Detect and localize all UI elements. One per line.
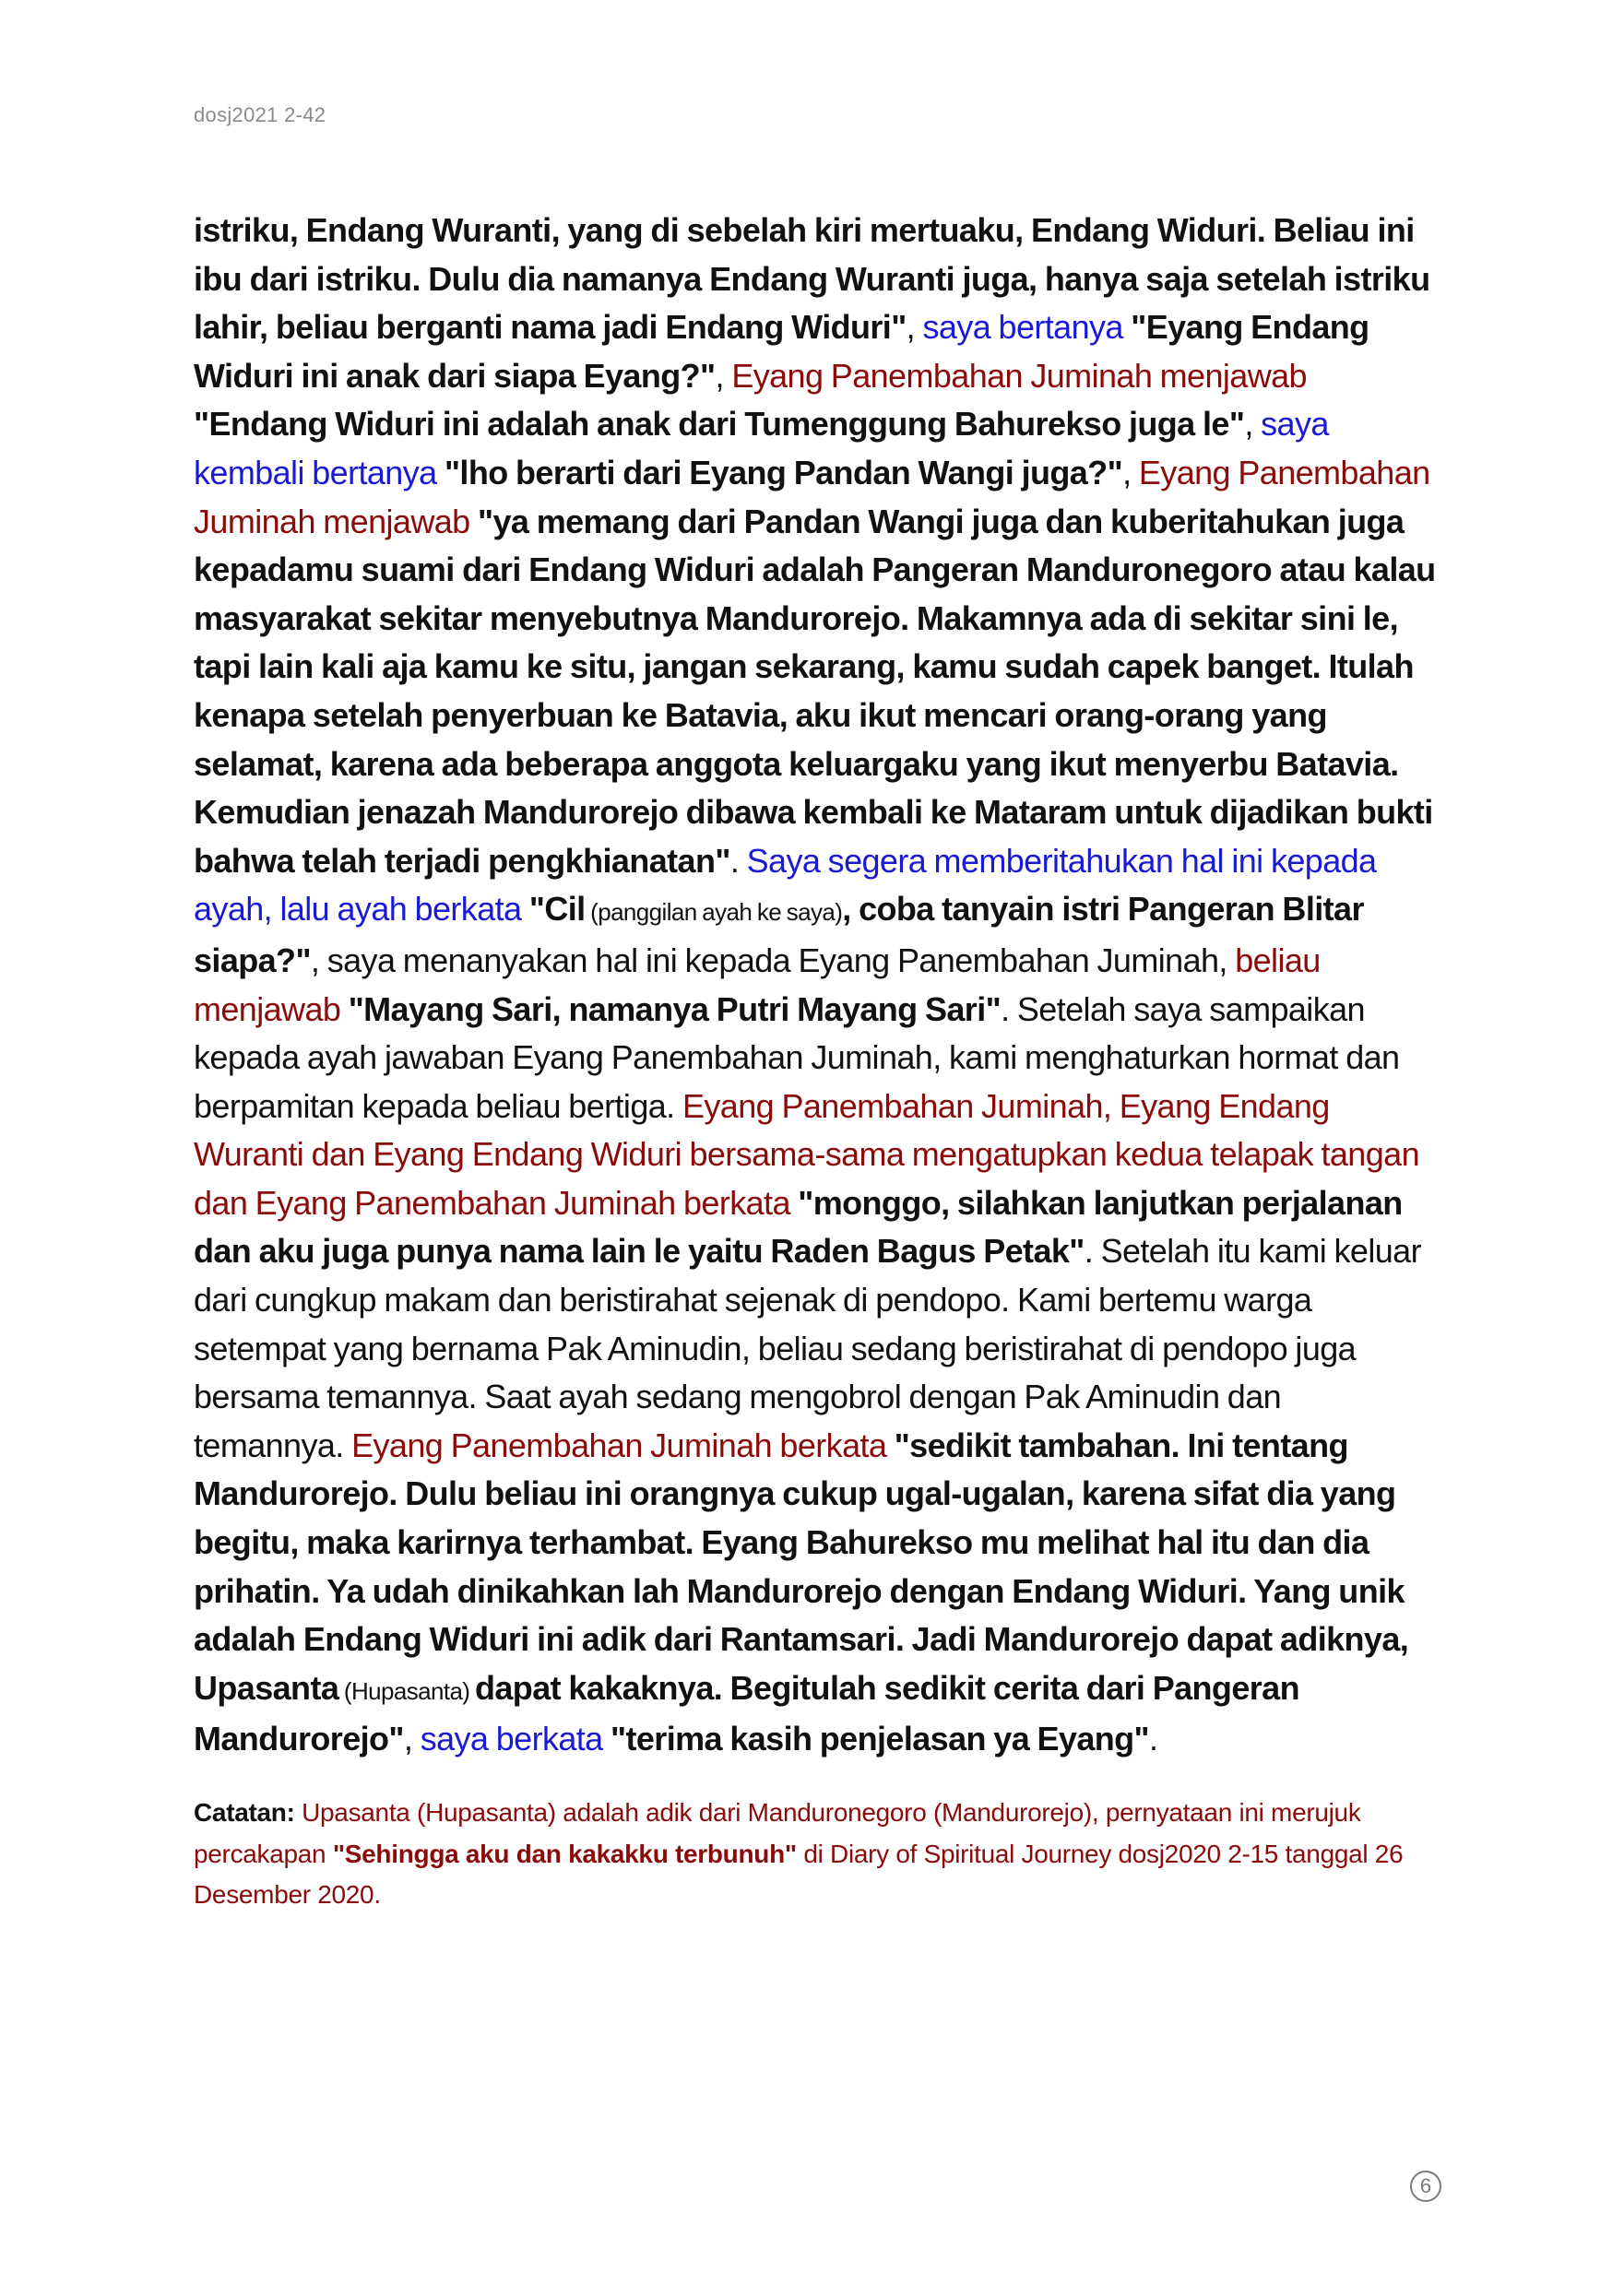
parenthetical-note: (panggilan ayah ke saya) <box>585 898 843 927</box>
quote-text: "Eyang Endang Widuri ini anak dari siapa Eyang?" <box>194 308 1369 395</box>
text-segment: , <box>1122 453 1139 491</box>
footnote-text: di Diary of Spiritual Journey dosj2020 2-15 tanggal 26 Desember 2020. <box>194 1839 1404 1909</box>
diary-paragraph <box>194 207 1439 1764</box>
narrator-speech-tag: Saya segera memberitahukan hal ini kepada ayah, lalu ayah berkata <box>194 841 1377 929</box>
text-segment: , <box>715 356 732 395</box>
quote-text: dapat kakaknya. Begitulah sedikit cerita dari Pangeran Mandurorejo" <box>194 1668 1299 1758</box>
quote-text: "Cil <box>521 890 586 929</box>
page-number-badge: 6 <box>1410 2171 1441 2202</box>
speaker-speech-tag: Eyang Panembahan Juminah menjawab <box>194 453 1430 540</box>
narrator-speech-tag: saya berkata <box>420 1720 603 1758</box>
parenthetical-note: (Hupasanta) <box>338 1676 475 1705</box>
text-segment: . Setelah itu kami keluar dari cungkup makam dan beristirahat sejenak di pendopo. Kami bertemu warga setempat yang bernama Pak Aminudin, beliau sedang beristirahat di pendopo juga bersama temannya. Saat ayah sedang mengobrol dengan Pak Aminudin dan temannya. <box>194 1232 1421 1464</box>
quote-text: "Mayang Sari, namanya Putri Mayang Sari" <box>340 989 1002 1028</box>
speaker-speech-tag: Eyang Panembahan Juminah berkata <box>351 1426 887 1464</box>
quote-text: "ya memang dari Pandan Wangi juga dan kuberitahukan juga kepadamu suami dari Endang Widuri adalah Pangeran Manduronegoro atau kalau masyarakat sekitar menyebutnya Mandurorejo. Makamnya ada di sekitar sini le, tapi lain kali aja kamu ke situ, jangan sekarang, kamu sudah capek banget. Itulah kenapa setelah penyerbuan ke Batavia, aku ikut mencari orang-orang yang selamat, karena ada beberapa anggota keluargaku yang ikut menyerbu Batavia. Kemudian jenazah Mandurorejo dibawa kembali ke Mataram untuk dijadikan bukti bahwa telah terjadi pengkhianatan" <box>194 502 1436 880</box>
narrator-speech-tag: saya kembali bertanya <box>194 405 1329 491</box>
quote-text: istriku, Endang Wuranti, yang di sebelah kiri mertuaku, Endang Widuri. Beliau ini ibu dari istriku. Dulu dia namanya Endang Wuranti juga, hanya saja setelah istriku lahir, beliau berganti nama jadi Endang Widuri" <box>194 211 1430 347</box>
narrator-speech-tag: saya bertanya <box>922 308 1123 347</box>
text-segment: . Setelah saya sampaikan kepada ayah jawaban Eyang Panembahan Juminah, kami menghaturkan hormat dan berpamitan kepada beliau bertiga. <box>194 989 1400 1125</box>
quote-text: "monggo, silahkan lanjutkan perjalanan dan aku juga punya nama lain le yaitu Raden Bagus Petak" <box>194 1183 1403 1271</box>
footnote-text: Upasanta (Hupasanta) adalah adik dari Manduronegoro (Mandurorejo), pernyataan ini merujuk percakapan <box>194 1798 1361 1868</box>
document-id-header: dosj2021 2-42 <box>194 103 326 126</box>
footnote-reference: "Sehingga aku dan kakakku terbunuh" <box>332 1839 797 1868</box>
text-segment: , <box>906 308 923 347</box>
quote-text: "terima kasih penjelasan ya Eyang" <box>602 1720 1150 1758</box>
footnote-label: Catatan: <box>194 1798 295 1827</box>
text-segment: , <box>403 1720 421 1758</box>
quote-text: "lho berarti dari Eyang Pandan Wangi juga?" <box>436 453 1123 491</box>
text-segment: . <box>729 841 747 880</box>
text-segment: , <box>1244 405 1262 444</box>
text-segment: . <box>1149 1720 1158 1758</box>
quote-text: "Endang Widuri ini adalah anak dari Tumenggung Bahurekso juga le" <box>194 405 1245 444</box>
quote-text: , coba tanyain istri Pangeran Blitar siapa?" <box>194 890 1364 979</box>
speaker-speech-tag: beliau menjawab <box>194 941 1321 1028</box>
footnote <box>194 1793 1457 1916</box>
quote-text: "sedikit tambahan. Ini tentang Mandurorejo. Dulu beliau ini orangnya cukup ugal-ugalan, karena sifat dia yang begitu, maka karirnya terhambat. Eyang Bahurekso mu melihat hal itu dan dia prihatin. Ya udah dinikahkan lah Mandurorejo dengan Endang Widuri. Yang unik adalah Endang Widuri ini adik dari Rantamsari. Jadi Mandurorejo dapat adiknya, Upasanta <box>194 1426 1409 1707</box>
speaker-speech-tag: Eyang Panembahan Juminah menjawab <box>731 356 1307 395</box>
speaker-speech-tag: Eyang Panembahan Juminah, Eyang Endang Wuranti dan Eyang Endang Widuri bersama-sama mengatupkan kedua telapak tangan dan Eyang Panembahan Juminah berkata <box>194 1086 1419 1222</box>
text-segment: , saya menanyakan hal ini kepada Eyang Panembahan Juminah, <box>310 941 1236 979</box>
